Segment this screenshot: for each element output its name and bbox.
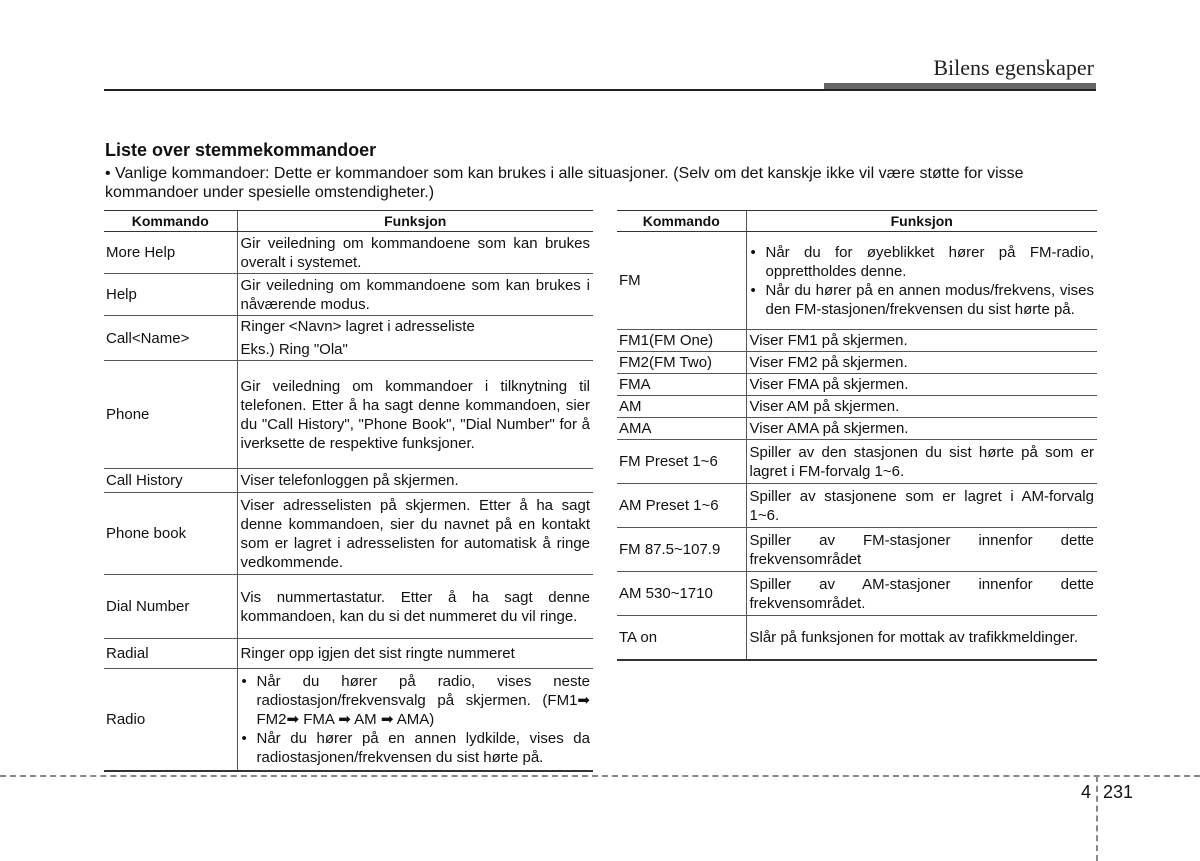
table-row — [104, 469, 593, 493]
table-row — [104, 316, 593, 361]
function-cell: Viser FM1 på skjermen. — [746, 330, 1097, 352]
command-cell: FM Preset 1~6 — [617, 440, 746, 484]
function-cell: Slår på funksjonen for mottak av trafikkmeldinger. — [746, 616, 1097, 660]
command-cell: AM — [617, 396, 746, 418]
table-row — [617, 418, 1097, 440]
command-cell: Help — [104, 274, 237, 316]
chapter-number: 4 — [1081, 782, 1092, 802]
table-row — [617, 484, 1097, 528]
bullet-item: • Når du hører på en annen modus/frekvens, vises den FM-stasjonen/frekvensen du sist hørte på. — [750, 281, 1095, 319]
function-cell: Ringer opp igjen det sist ringte nummeret — [237, 639, 593, 669]
intro-text: Vanlige kommandoer: Dette er kommandoer som kan brukes i alle situasjoner. (Selv om det kanskje ikke vil være støtte for visse kommandoer under spesielle omstendigheter.) — [105, 165, 1024, 201]
bullet-item: • Når du for øyeblikket hører på FM-radio, opprettholdes denne. — [750, 243, 1095, 281]
table-row — [617, 616, 1097, 660]
command-cell: FM1(FM One) — [617, 330, 746, 352]
command-cell: FM 87.5~107.9 — [617, 528, 746, 572]
bullet-list — [750, 243, 1095, 319]
intro-paragraph — [105, 164, 1097, 202]
table-row — [617, 330, 1097, 352]
function-cell — [746, 232, 1097, 330]
command-cell: Call<Name> — [104, 316, 237, 361]
table-row — [617, 232, 1097, 330]
function-cell: Viser AMA på skjermen. — [746, 418, 1097, 440]
table-row — [617, 352, 1097, 374]
section-heading: Liste over stemmekommandoer — [105, 140, 377, 160]
table-row — [104, 232, 593, 274]
header-rule — [104, 89, 1096, 91]
running-header-title: Bilens egenskaper — [933, 55, 1094, 80]
function-cell: Gir veiledning om kommandoer i tilknytning til telefonen. Etter å ha sagt denne kommandoen, sier du "Call History", "Phone Book", "Dial Number" for å iverksette de respektive funksjoner. — [237, 361, 593, 469]
intro-bullet: • — [105, 165, 111, 182]
page-number: 231 — [1103, 782, 1134, 802]
footer-dashed-rule — [0, 775, 1200, 777]
table-row — [104, 274, 593, 316]
command-cell: Call History — [104, 469, 237, 493]
command-cell: Dial Number — [104, 575, 237, 639]
function-line: Ringer <Navn> lagret i adresseliste — [240, 318, 475, 335]
command-cell: Radial — [104, 639, 237, 669]
function-cell: Spiller av FM-stasjoner innenfor dette frekvensområdet — [746, 528, 1097, 572]
table-row — [104, 493, 593, 575]
table-header-row — [104, 211, 593, 232]
table-row — [617, 572, 1097, 616]
function-cell: Viser adresselisten på skjermen. Etter å ha sagt denne kommandoen, sier du navnet på en kontakt som er lagret i adresselisten for automatisk å ringe vedkommende. — [237, 493, 593, 575]
bullet-item: • Når du hører på radio, vises neste radiostasjon/frekvensvalg på skjermen. (FM1➡ FM2➡ FMA ➡ AM ➡ AMA) — [241, 672, 591, 729]
function-line: Eks.) Ring "Ola" — [240, 341, 348, 358]
command-cell: AM 530~1710 — [617, 572, 746, 616]
table-row — [617, 440, 1097, 484]
function-cell: Viser AM på skjermen. — [746, 396, 1097, 418]
function-cell: Gir veiledning om kommandoene som kan brukes i nåværende modus. — [237, 274, 593, 316]
table-row — [104, 575, 593, 639]
table-row — [104, 669, 593, 771]
command-cell: Radio — [104, 669, 237, 771]
table-row — [617, 374, 1097, 396]
column-header-function: Funksjon — [746, 211, 1097, 232]
function-cell: Vis nummertastatur. Etter å ha sagt denne kommandoen, kan du si det nummeret du vil ringe. — [237, 575, 593, 639]
command-cell: AM Preset 1~6 — [617, 484, 746, 528]
left-command-table — [104, 210, 593, 772]
table-row — [617, 528, 1097, 572]
column-header-command: Kommando — [104, 211, 237, 232]
function-cell: Gir veiledning om kommandoene som kan brukes overalt i systemet. — [237, 232, 593, 274]
function-cell: Spiller av den stasjonen du sist hørte på som er lagret i FM-forvalg 1~6. — [746, 440, 1097, 484]
command-cell: More Help — [104, 232, 237, 274]
function-cell: Viser FM2 på skjermen. — [746, 352, 1097, 374]
bullet-item: • Når du hører på en annen lydkilde, vises da radiostasjonen/frekvensen du sist hørte på. — [241, 729, 591, 767]
table-row — [617, 396, 1097, 418]
column-header-command: Kommando — [617, 211, 746, 232]
table-row — [104, 361, 593, 469]
bullet-list — [241, 672, 591, 767]
command-cell: AMA — [617, 418, 746, 440]
table-header-row — [617, 211, 1097, 232]
command-cell: FM2(FM Two) — [617, 352, 746, 374]
function-cell — [237, 316, 593, 361]
command-cell: Phone — [104, 361, 237, 469]
command-cell: Phone book — [104, 493, 237, 575]
table-row — [104, 639, 593, 669]
function-cell: Spiller av stasjonene som er lagret i AM-forvalg 1~6. — [746, 484, 1097, 528]
command-cell: FMA — [617, 374, 746, 396]
function-cell: Viser FMA på skjermen. — [746, 374, 1097, 396]
right-command-table — [617, 210, 1097, 661]
footer-dashed-divider — [1096, 776, 1098, 861]
function-cell — [237, 669, 593, 771]
function-cell: Viser telefonloggen på skjermen. — [237, 469, 593, 493]
function-cell: Spiller av AM-stasjoner innenfor dette frekvensområdet. — [746, 572, 1097, 616]
command-cell: TA on — [617, 616, 746, 660]
command-cell: FM — [617, 232, 746, 330]
column-header-function: Funksjon — [237, 211, 593, 232]
